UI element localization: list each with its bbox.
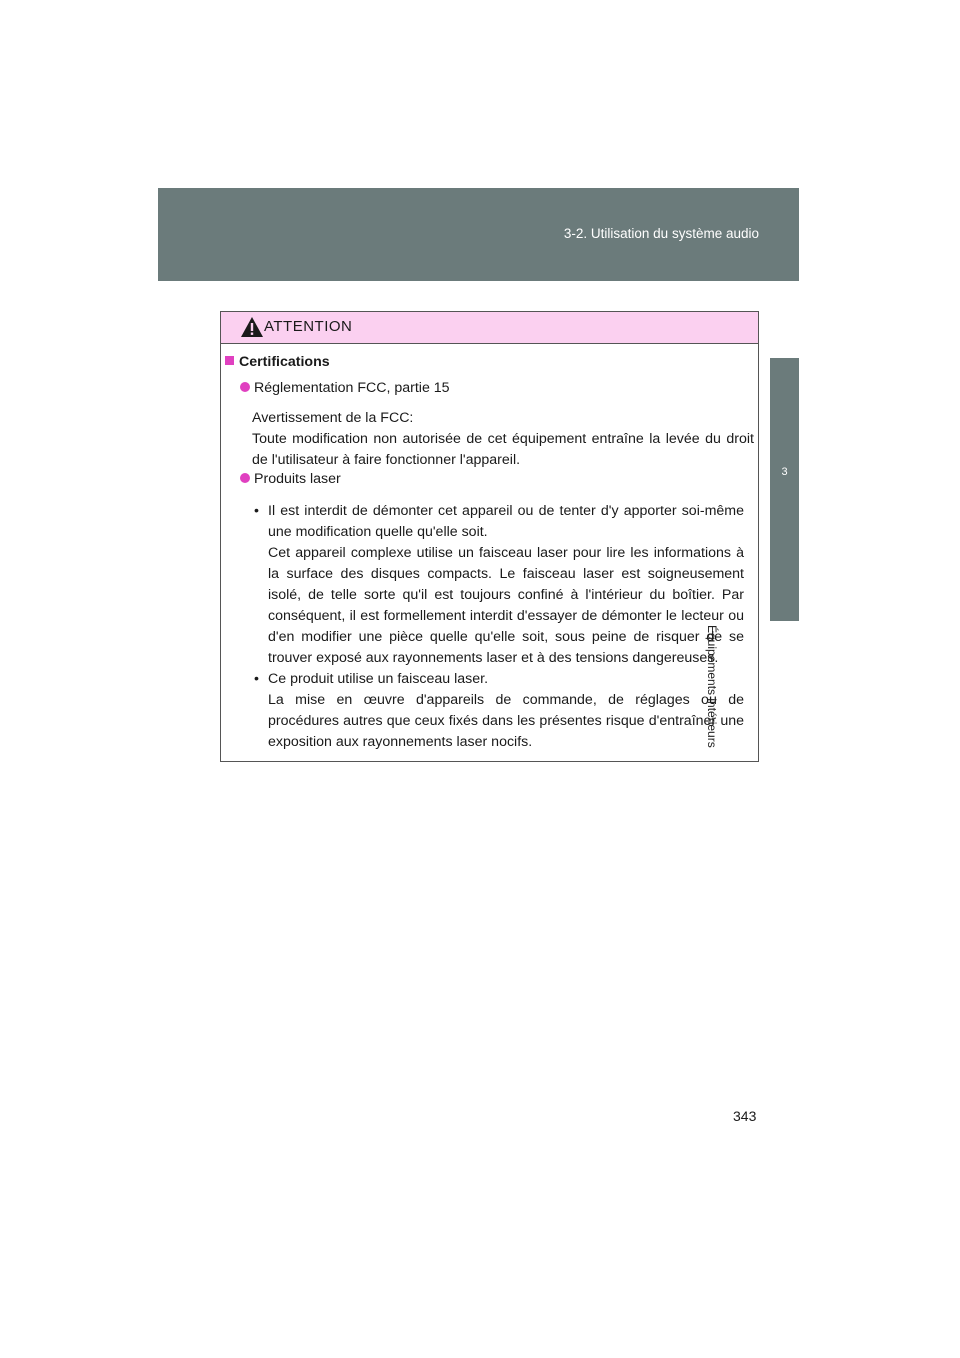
chapter-label: Équipements intérieurs xyxy=(704,625,719,748)
warning-title: ATTENTION xyxy=(264,318,353,335)
laser-item-text: Produits laser xyxy=(254,471,341,487)
laser-bullet-2: Ce produit utilise un faisceau laser. xyxy=(268,671,489,687)
laser-bullet-2-paragraph: La mise en œuvre d'appareils de commande, de réglages ou de procédures autres que ceux fixés dans les présentes risque d'entraîner une exposition aux rayonnements laser nocifs. xyxy=(268,692,744,750)
laser-item xyxy=(240,469,341,490)
chapter-label-wrap xyxy=(704,625,799,785)
dot-bullet-icon xyxy=(240,473,250,483)
bullet-marker: • xyxy=(254,671,259,687)
square-bullet-icon xyxy=(225,356,234,365)
warning-box xyxy=(220,311,759,762)
bullet-marker: • xyxy=(254,503,259,519)
heading-text: Certifications xyxy=(239,354,330,370)
warning-header xyxy=(221,312,758,344)
dot-bullet-icon xyxy=(240,382,250,392)
fcc-item-text: Réglementation FCC, partie 15 xyxy=(254,380,450,396)
page-number: 343 xyxy=(733,1108,757,1124)
header-bar xyxy=(158,188,799,281)
fcc-paragraph: Toute modification non autorisée de cet équipement entraîne la levée du droit de l'utilisateur à faire fonctionner l'appareil. xyxy=(252,431,754,468)
laser-bullet-1: Il est interdit de démonter cet appareil ou de tenter d'y apporter soi-même une modification quelle qu'elle soit. xyxy=(268,503,744,540)
section-title: 3-2. Utilisation du système audio xyxy=(563,226,759,241)
certifications-heading xyxy=(225,352,330,373)
laser-bullet-1-paragraph: Cet appareil complexe utilise un faisceau laser pour lire les informations à la surface des disques compacts. Le faisceau laser est soigneusement isolé, de telle sorte qu'il est toujours confiné à l'intérieur du boîtier. Par conséquent, il est formellement interdit d'essayer de démonter le lecteur ou d'en modifier une pièce quelle qu'elle soit, sous peine de risquer de se trouver exposé aux rayonnements laser et à des tensions dangereuses. xyxy=(268,545,744,666)
fcc-warning-line: Avertissement de la FCC: xyxy=(252,410,414,426)
chapter-tab xyxy=(770,358,799,621)
chapter-number: 3 xyxy=(781,466,788,478)
warning-triangle-icon xyxy=(240,316,264,338)
fcc-item xyxy=(240,378,450,399)
